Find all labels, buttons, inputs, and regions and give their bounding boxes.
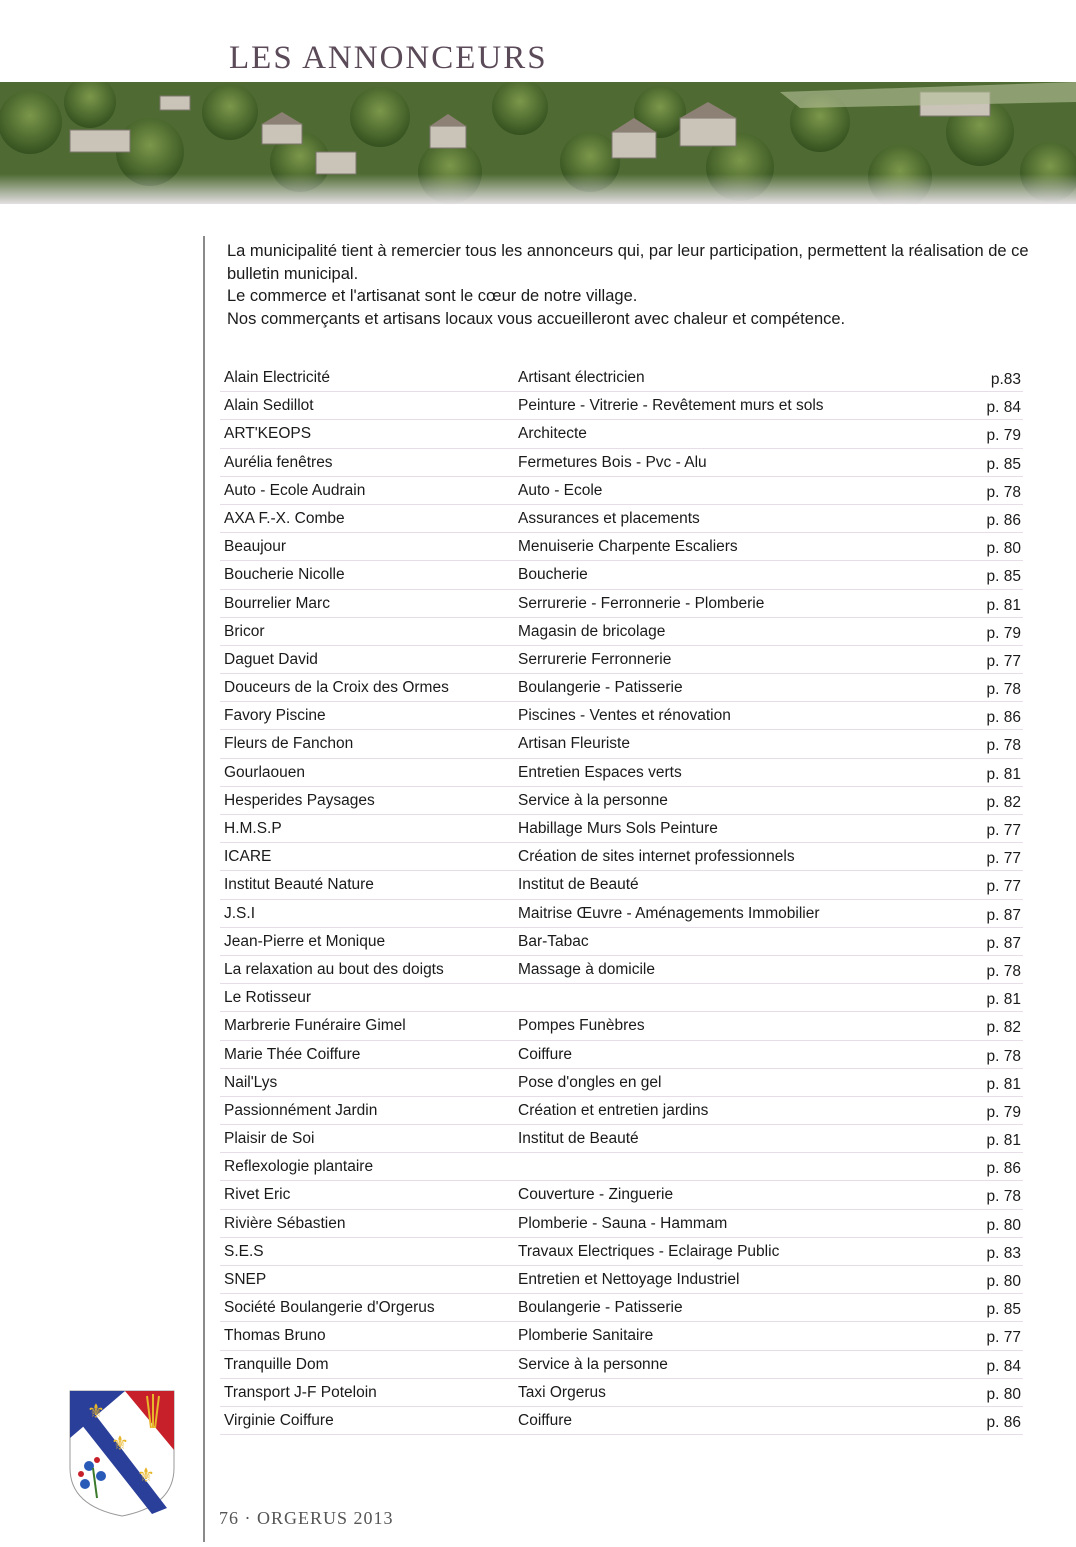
advertiser-activity: Menuiserie Charpente Escaliers (518, 538, 738, 556)
list-item (220, 364, 1023, 392)
advertiser-activity: Plomberie - Sauna - Hammam (518, 1214, 728, 1232)
advertiser-page: p. 87 (986, 906, 1021, 924)
advertiser-activity: Boulangerie - Patisserie (518, 679, 683, 697)
banner-fade (0, 174, 1076, 204)
list-item (220, 1351, 1023, 1379)
advertiser-name: Rivière Sébastien (224, 1214, 346, 1232)
advertiser-page: p. 86 (986, 709, 1021, 727)
advertiser-page: p. 78 (986, 737, 1021, 755)
advertiser-name: SNEP (224, 1271, 267, 1288)
advertiser-activity: Coiffure (518, 1045, 572, 1063)
advertiser-activity: Serrurerie Ferronnerie (518, 650, 672, 668)
list-item (220, 590, 1023, 618)
advertiser-name: Rivet Eric (224, 1186, 291, 1204)
svg-text:⚜: ⚜ (137, 1463, 155, 1487)
advertiser-name: Marbrerie Funéraire Gimel (224, 1017, 406, 1035)
advertiser-name: Marie Thée Coiffure (224, 1045, 361, 1063)
list-item (220, 1266, 1023, 1294)
orgerus-coat-of-arms (67, 1388, 177, 1518)
list-item (220, 730, 1023, 758)
advertiser-activity: Taxi Orgerus (518, 1383, 606, 1401)
list-item (220, 420, 1023, 448)
advertiser-activity: Entretien Espaces verts (518, 763, 682, 781)
list-item (220, 505, 1023, 533)
advertiser-activity: Boucherie (518, 566, 588, 584)
list-item (220, 449, 1023, 477)
advertiser-page: p. 85 (986, 1301, 1021, 1319)
advertiser-activity: Couverture - Zinguerie (518, 1186, 674, 1204)
svg-text:⚜: ⚜ (87, 1399, 105, 1423)
list-item (220, 1294, 1023, 1322)
advertiser-name: Hesperides Paysages (224, 791, 375, 809)
advertiser-name: ART'KEOPS (224, 425, 312, 443)
advertiser-page: p. 79 (986, 427, 1021, 445)
advertiser-page: p. 77 (986, 822, 1021, 839)
margin-rule (203, 236, 205, 1542)
advertiser-activity: Création de sites internet professionnels (518, 848, 795, 866)
advertiser-page: p. 77 (986, 850, 1021, 868)
advertiser-page: p. 78 (986, 681, 1021, 699)
advertiser-name: Institut Beauté Nature (224, 876, 374, 894)
advertiser-name: Thomas Bruno (224, 1327, 326, 1345)
list-item (220, 759, 1023, 787)
advertiser-page: p. 87 (986, 934, 1021, 952)
advertiser-activity: Maitrise Œuvre - Aménagements Immobilier (518, 904, 820, 922)
advertiser-name: La relaxation au bout des doigts (224, 960, 444, 978)
advertiser-activity: Pompes Funèbres (518, 1017, 645, 1035)
list-item (220, 900, 1023, 928)
advertiser-name: Favory Piscine (224, 707, 326, 725)
advertiser-name: Alain Sedillot (224, 397, 314, 415)
intro-paragraph: Le commerce et l'artisanat sont le cœur de notre village. (227, 287, 638, 305)
advertiser-activity: Assurances et placements (518, 509, 700, 527)
advertiser-activity: Piscines - Ventes et rénovation (518, 707, 731, 725)
advertiser-name: Tranquille Dom (224, 1355, 329, 1373)
advertiser-name: Le Rotisseur (224, 989, 312, 1007)
advertiser-page: p. 86 (986, 1413, 1021, 1431)
advertiser-name: Aurélia fenêtres (224, 453, 333, 471)
list-item (220, 1069, 1023, 1097)
advertiser-activity: Massage à domicile (518, 960, 655, 978)
advertiser-name: H.M.S.P (224, 820, 282, 837)
advertiser-page: p. 85 (986, 568, 1021, 586)
advertiser-name: Auto - Ecole Audrain (224, 481, 366, 499)
advertiser-activity: Service à la personne (518, 1355, 668, 1373)
list-item (220, 392, 1023, 420)
list-item (220, 1012, 1023, 1040)
advertiser-page: p. 77 (986, 1329, 1021, 1347)
list-item (220, 1322, 1023, 1350)
list-item (220, 646, 1023, 674)
advertiser-name: Nail'Lys (224, 1073, 278, 1091)
advertiser-page: p. 81 (986, 765, 1021, 783)
advertiser-name: Daguet David (224, 650, 318, 668)
advertiser-activity: Architecte (518, 425, 587, 443)
list-item (220, 674, 1023, 702)
advertiser-page: p. 79 (986, 1103, 1021, 1121)
list-item (220, 871, 1023, 899)
advertiser-page: p. 86 (986, 511, 1021, 529)
advertiser-page: p. 80 (986, 1216, 1021, 1234)
advertiser-name: S.E.S (224, 1242, 264, 1260)
advertiser-name: Beaujour (224, 538, 287, 556)
advertiser-activity: Magasin de bricolage (518, 622, 666, 640)
svg-text:⚜: ⚜ (111, 1431, 129, 1455)
page-title: LES ANNONCEURS (229, 40, 548, 76)
list-item (220, 984, 1023, 1012)
list-item (220, 1125, 1023, 1153)
list-item (220, 843, 1023, 871)
advertiser-activity: Institut de Beauté (518, 1130, 639, 1148)
advertiser-page: p. 82 (986, 1019, 1021, 1037)
advertiser-name: Gourlaouen (224, 763, 306, 781)
advertiser-page: p.83 (990, 371, 1021, 388)
advertiser-name: Alain Electricité (224, 369, 330, 386)
advertiser-activity: Bar-Tabac (518, 932, 589, 950)
advertiser-activity: Création et entretien jardins (518, 1101, 709, 1119)
advertiser-page: p. 81 (986, 991, 1021, 1009)
advertiser-activity: Travaux Electriques - Eclairage Public (518, 1242, 780, 1260)
list-item (220, 1097, 1023, 1125)
advertiser-activity: Habillage Murs Sols Peinture (518, 820, 718, 837)
advertiser-name: Jean-Pierre et Monique (224, 932, 386, 950)
advertiser-name: Fleurs de Fanchon (224, 735, 354, 753)
advertisers-list (220, 364, 1023, 1435)
list-item (220, 1153, 1023, 1181)
list-item (220, 1210, 1023, 1238)
list-item (220, 561, 1023, 589)
advertiser-page: p. 77 (986, 652, 1021, 670)
list-item (220, 787, 1023, 815)
advertiser-page: p. 81 (986, 1075, 1021, 1093)
advertiser-activity: Auto - Ecole (518, 481, 603, 499)
advertiser-name: Reflexologie plantaire (224, 1158, 374, 1176)
list-item (220, 1379, 1023, 1407)
advertiser-page: p. 85 (986, 455, 1021, 473)
advertiser-name: Transport J-F Poteloin (224, 1383, 377, 1401)
advertiser-page: p. 84 (986, 1357, 1021, 1375)
list-item (220, 1407, 1023, 1435)
advertiser-page: p. 82 (986, 793, 1021, 811)
list-item (220, 618, 1023, 646)
list-item (220, 477, 1023, 505)
advertiser-activity: Pose d'ongles en gel (518, 1073, 662, 1091)
advertiser-name: J.S.I (224, 904, 256, 922)
advertiser-name: Passionnément Jardin (224, 1101, 378, 1119)
advertiser-page: p. 80 (986, 540, 1021, 558)
advertiser-page: p. 80 (986, 1273, 1021, 1290)
advertiser-page: p. 84 (986, 399, 1021, 417)
advertiser-activity: Plomberie Sanitaire (518, 1327, 654, 1345)
advertiser-name: Virginie Coiffure (224, 1411, 334, 1429)
advertiser-page: p. 78 (986, 1047, 1021, 1065)
advertiser-page: p. 78 (986, 962, 1021, 980)
advertiser-activity: Boulangerie - Patisserie (518, 1299, 683, 1317)
advertiser-page: p. 86 (986, 1160, 1021, 1178)
advertiser-activity: Fermetures Bois - Pvc - Alu (518, 453, 707, 471)
list-item (220, 702, 1023, 730)
advertiser-page: p. 78 (986, 483, 1021, 501)
advertiser-activity: Artisant électricien (518, 369, 645, 386)
intro-text (227, 240, 1047, 330)
advertiser-name: Plaisir de Soi (224, 1130, 315, 1148)
advertiser-page: p. 81 (986, 596, 1021, 614)
advertiser-activity: Institut de Beauté (518, 876, 639, 894)
advertiser-activity: Coiffure (518, 1411, 572, 1429)
advertiser-activity: Peinture - Vitrerie - Revêtement murs et sols (518, 397, 824, 415)
advertiser-page: p. 78 (986, 1188, 1021, 1206)
list-item (220, 1041, 1023, 1069)
list-item (220, 1238, 1023, 1266)
advertiser-name: ICARE (224, 848, 272, 866)
list-item (220, 1181, 1023, 1209)
list-item (220, 956, 1023, 984)
advertiser-page: p. 80 (986, 1385, 1021, 1403)
advertiser-name: Boucherie Nicolle (224, 566, 345, 584)
advertiser-activity: Service à la personne (518, 791, 668, 809)
advertiser-page: p. 81 (986, 1132, 1021, 1150)
list-item (220, 533, 1023, 561)
advertiser-page: p. 79 (986, 624, 1021, 642)
advertiser-name: Bricor (224, 622, 265, 640)
advertiser-activity: Artisan Fleuriste (518, 735, 630, 753)
advertiser-activity: Entretien et Nettoyage Industriel (518, 1271, 740, 1288)
advertiser-name: Société Boulangerie d'Orgerus (224, 1299, 435, 1317)
advertiser-name: AXA F.-X. Combe (224, 509, 345, 527)
advertiser-activity: Serrurerie - Ferronnerie - Plomberie (518, 594, 765, 612)
advertiser-name: Bourrelier Marc (224, 594, 330, 612)
aerial-village-photo (0, 82, 1076, 204)
advertiser-page: p. 77 (986, 878, 1021, 896)
advertiser-name: Douceurs de la Croix des Ormes (224, 679, 449, 697)
list-item (220, 928, 1023, 956)
advertiser-page: p. 83 (986, 1244, 1021, 1262)
page-footer: 76 · ORGERUS 2013 (219, 1508, 394, 1528)
intro-paragraph: La municipalité tient à remercier tous les annonceurs qui, par leur participation, permettent la réalisation de ce bulletin municipal. (227, 242, 1029, 283)
list-item (220, 815, 1023, 843)
intro-paragraph: Nos commerçants et artisans locaux vous accueilleront avec chaleur et compétence. (227, 309, 846, 328)
